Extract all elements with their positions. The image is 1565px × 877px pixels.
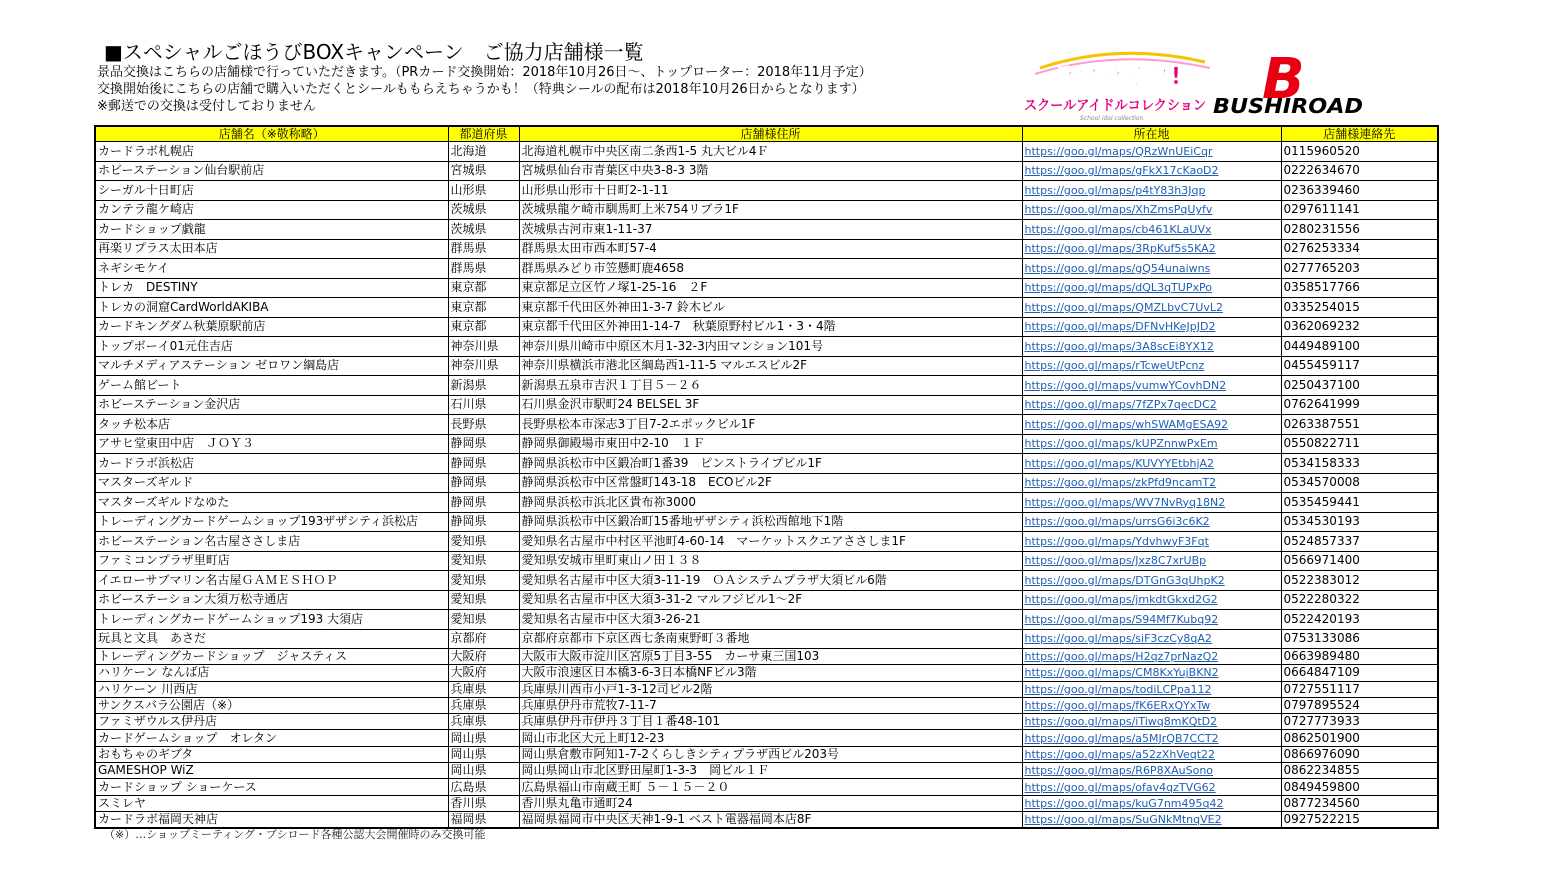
- table-row: [95, 746, 1438, 762]
- store-name-cell: アサヒ堂東田中店 ＪＯＹ３: [95, 434, 448, 454]
- prefecture-cell: 神奈川県: [448, 356, 519, 376]
- prefecture-cell: 東京都: [448, 298, 519, 318]
- prefecture-cell: 静岡県: [448, 493, 519, 513]
- logo-graphic: [1020, 40, 1370, 124]
- address-cell: 岡山県岡山市北区野田屋町1-3-3 岡ビル１Ｆ: [519, 763, 1022, 779]
- map-link[interactable]: https://goo.gl/maps/gFkX17cKaoD2: [1022, 161, 1281, 181]
- phone-cell: 0797895524: [1281, 697, 1438, 713]
- address-cell: 広島県福山市南蔵王町 ５－１５－２０: [519, 779, 1022, 795]
- column-header-store-name: 店舗名（※敬称略）: [95, 126, 448, 142]
- store-table: [94, 125, 1439, 829]
- phone-cell: 0535459441: [1281, 493, 1438, 513]
- table-row: [95, 415, 1438, 435]
- address-cell: 大阪市大阪市淀川区宮原5丁目3-55 カーサ東三国103: [519, 649, 1022, 665]
- bushiroad-mark-icon: B: [1262, 47, 1305, 112]
- prefecture-cell: 北海道: [448, 142, 519, 162]
- map-link[interactable]: https://goo.gl/maps/7fZPx7qecDC2: [1022, 395, 1281, 415]
- prefecture-cell: 東京都: [448, 278, 519, 298]
- prefecture-cell: 広島県: [448, 779, 519, 795]
- store-name-cell: トレーディングカードゲームショップ193 大須店: [95, 610, 448, 630]
- address-cell: 福岡県福岡市中央区天神1-9-1 ベスト電器福岡本店8F: [519, 811, 1022, 828]
- map-link[interactable]: https://goo.gl/maps/QMZLbvC7UvL2: [1022, 298, 1281, 318]
- footnote: （※）…ショップミーティング・ブシロード各種公認大会開催時のみ交換可能: [104, 828, 486, 841]
- phone-cell: 0358517766: [1281, 278, 1438, 298]
- table-row: [95, 142, 1438, 162]
- prefecture-cell: 新潟県: [448, 376, 519, 396]
- prefecture-cell: 群馬県: [448, 259, 519, 279]
- address-cell: 岡山市北区大元上町12-23: [519, 730, 1022, 746]
- map-link[interactable]: https://goo.gl/maps/urrsG6i3c6K2: [1022, 512, 1281, 532]
- map-link[interactable]: https://goo.gl/maps/WV7NvRyq18N2: [1022, 493, 1281, 513]
- prefecture-cell: 兵庫県: [448, 697, 519, 713]
- phone-cell: 0550822711: [1281, 434, 1438, 454]
- address-cell: 愛知県名古屋市中区大須3-26-21: [519, 610, 1022, 630]
- store-name-cell: マスターズギルド: [95, 473, 448, 493]
- table-row: [95, 239, 1438, 259]
- table-row: [95, 161, 1438, 181]
- store-name-cell: ハリケーン 川西店: [95, 681, 448, 697]
- phone-cell: 0877234560: [1281, 795, 1438, 811]
- store-name-cell: ファミコンプラザ里町店: [95, 551, 448, 571]
- map-link[interactable]: https://goo.gl/maps/vumwYCovhDN2: [1022, 376, 1281, 396]
- store-name-cell: カードラボ福岡天神店: [95, 811, 448, 828]
- phone-cell: 0297611141: [1281, 200, 1438, 220]
- phone-cell: 0727551117: [1281, 681, 1438, 697]
- table-row: [95, 532, 1438, 552]
- map-link[interactable]: https://goo.gl/maps/DTGnG3qUhpK2: [1022, 571, 1281, 591]
- address-cell: 茨城県古河市東1-11-37: [519, 220, 1022, 240]
- lovelive-title: ラブライブ!: [1052, 62, 1182, 90]
- address-cell: 東京都千代田区外神田1-3-7 鈴木ビル: [519, 298, 1022, 318]
- table-body: [95, 142, 1438, 828]
- table-row: [95, 779, 1438, 795]
- map-link[interactable]: https://goo.gl/maps/zkPfd9ncamT2: [1022, 473, 1281, 493]
- map-link[interactable]: https://goo.gl/maps/siF3czCy8qA2: [1022, 629, 1281, 649]
- phone-cell: 0449489100: [1281, 337, 1438, 357]
- table-row: [95, 590, 1438, 610]
- address-cell: 兵庫県伊丹市伊丹３丁目１番48-101: [519, 714, 1022, 730]
- store-name-cell: 再楽リプラス太田本店: [95, 239, 448, 259]
- store-name-cell: トレーディングカードゲームショップ193ザザシティ浜松店: [95, 512, 448, 532]
- map-link[interactable]: https://goo.gl/maps/CM8KxYujBKN2: [1022, 665, 1281, 681]
- lovelive-subtitle: スクールアイドルコレクション: [1024, 98, 1206, 114]
- phone-cell: 0522383012: [1281, 571, 1438, 591]
- prefecture-cell: 岡山県: [448, 763, 519, 779]
- address-cell: 新潟県五泉市吉沢１丁目５－２６: [519, 376, 1022, 396]
- store-name-cell: GAMESHOP WiZ: [95, 763, 448, 779]
- phone-cell: 0250437100: [1281, 376, 1438, 396]
- map-link[interactable]: https://goo.gl/maps/S94Mf7Kubq92: [1022, 610, 1281, 630]
- table-row: [95, 551, 1438, 571]
- store-name-cell: サンクスバラ公園店（※）: [95, 697, 448, 713]
- phone-cell: 0276253334: [1281, 239, 1438, 259]
- phone-cell: 0534570008: [1281, 473, 1438, 493]
- address-cell: 神奈川県横浜市港北区綱島西1-11-5 マルエスビル2F: [519, 356, 1022, 376]
- phone-cell: 0115960520: [1281, 142, 1438, 162]
- phone-cell: 0524857337: [1281, 532, 1438, 552]
- store-name-cell: おもちゃのギブタ: [95, 746, 448, 762]
- table-row: [95, 795, 1438, 811]
- address-cell: 宮城県仙台市青葉区中央3-8-3 3階: [519, 161, 1022, 181]
- store-name-cell: ホビーステーション名古屋ささしま店: [95, 532, 448, 552]
- prefecture-cell: 兵庫県: [448, 714, 519, 730]
- phone-cell: 0522420193: [1281, 610, 1438, 630]
- phone-cell: 0566971400: [1281, 551, 1438, 571]
- phone-cell: 0862234855: [1281, 763, 1438, 779]
- prefecture-cell: 石川県: [448, 395, 519, 415]
- phone-cell: 0335254015: [1281, 298, 1438, 318]
- table-row: [95, 493, 1438, 513]
- store-name-cell: ネギシモケイ: [95, 259, 448, 279]
- map-link[interactable]: https://goo.gl/maps/kuG7nm495q42: [1022, 795, 1281, 811]
- address-cell: 長野県松本市深志3丁目7-2エポックビル1F: [519, 415, 1022, 435]
- address-cell: 東京都千代田区外神田1-14-7 秋葉原野村ビル1・3・4階: [519, 317, 1022, 337]
- address-cell: 愛知県名古屋市中村区平池町4-60-14 マーケットスクエアささしま1F: [519, 532, 1022, 552]
- address-cell: 群馬県太田市西本町57-4: [519, 239, 1022, 259]
- map-link[interactable]: https://goo.gl/maps/KUVYYEtbhjA2: [1022, 454, 1281, 474]
- notes: [97, 64, 872, 115]
- address-cell: 静岡県浜松市中区常盤町143-18 ECOビル2F: [519, 473, 1022, 493]
- map-link[interactable]: https://goo.gl/maps/iTiwq8mKQtD2: [1022, 714, 1281, 730]
- prefecture-cell: 山形県: [448, 181, 519, 201]
- table-row: [95, 434, 1438, 454]
- address-cell: 静岡県浜松市浜北区貴布祢3000: [519, 493, 1022, 513]
- prefecture-cell: 岡山県: [448, 746, 519, 762]
- address-cell: 愛知県名古屋市中区大須3-11-19 ＯＡシステムプラザ大須ビル6階: [519, 571, 1022, 591]
- store-name-cell: ハリケーン なんば店: [95, 665, 448, 681]
- prefecture-cell: 東京都: [448, 317, 519, 337]
- table-row: [95, 298, 1438, 318]
- map-link[interactable]: https://goo.gl/maps/R6P8XAuSono: [1022, 763, 1281, 779]
- prefecture-cell: 大阪府: [448, 665, 519, 681]
- address-cell: 兵庫県伊丹市荒牧7-11-7: [519, 697, 1022, 713]
- prefecture-cell: 茨城県: [448, 220, 519, 240]
- table-row: [95, 714, 1438, 730]
- prefecture-cell: 宮城県: [448, 161, 519, 181]
- table-row: [95, 571, 1438, 591]
- table-row: [95, 220, 1438, 240]
- store-name-cell: カードショップ ショーケース: [95, 779, 448, 795]
- address-cell: 京都府京都市下京区西七条南東野町３番地: [519, 629, 1022, 649]
- map-link[interactable]: https://goo.gl/maps/QRzWnUEiCqr: [1022, 142, 1281, 162]
- store-name-cell: カードラボ浜松店: [95, 454, 448, 474]
- table-row: [95, 512, 1438, 532]
- table-row: [95, 610, 1438, 630]
- map-link[interactable]: https://goo.gl/maps/gQ54unaiwns: [1022, 259, 1281, 279]
- store-name-cell: スミレヤ: [95, 795, 448, 811]
- prefecture-cell: 愛知県: [448, 532, 519, 552]
- table-row: [95, 317, 1438, 337]
- map-link[interactable]: https://goo.gl/maps/dQL3qTUPxPo: [1022, 278, 1281, 298]
- store-name-cell: ゲーム館ビート: [95, 376, 448, 396]
- map-link[interactable]: https://goo.gl/maps/cb461KLaUVx: [1022, 220, 1281, 240]
- table-row: [95, 356, 1438, 376]
- store-name-cell: マルチメディアステーション ゼロワン綱島店: [95, 356, 448, 376]
- table-row: [95, 629, 1438, 649]
- phone-cell: 0362069232: [1281, 317, 1438, 337]
- address-cell: 岡山県倉敷市阿知1-7-2くらしきシティプラザ西ビル203号: [519, 746, 1022, 762]
- map-link[interactable]: https://goo.gl/maps/jmkdtGkxd2G2: [1022, 590, 1281, 610]
- note-line: 景品交換はこちらの店舗様で行っていただきます。（PRカード交換開始：2018年10月26日～、トップローター：2018年11月予定）: [97, 65, 872, 80]
- phone-cell: 0727773933: [1281, 714, 1438, 730]
- prefecture-cell: 大阪府: [448, 649, 519, 665]
- map-link[interactable]: https://goo.gl/maps/todiLCPpa112: [1022, 681, 1281, 697]
- column-header-contact: 店舗様連絡先: [1281, 126, 1438, 142]
- prefecture-cell: 京都府: [448, 629, 519, 649]
- table-row: [95, 395, 1438, 415]
- address-cell: 茨城県龍ケ崎市馴馬町上米754リブラ1F: [519, 200, 1022, 220]
- phone-cell: 0753133086: [1281, 629, 1438, 649]
- address-cell: 山形県山形市十日町2-1-11: [519, 181, 1022, 201]
- store-name-cell: マスターズギルドなゆた: [95, 493, 448, 513]
- phone-cell: 0664847109: [1281, 665, 1438, 681]
- store-name-cell: トレーディングカードショップ ジャスティス: [95, 649, 448, 665]
- phone-cell: 0263387551: [1281, 415, 1438, 435]
- phone-cell: 0455459117: [1281, 356, 1438, 376]
- map-link[interactable]: https://goo.gl/maps/DFNvHKeJpJD2: [1022, 317, 1281, 337]
- store-name-cell: タッチ松本店: [95, 415, 448, 435]
- phone-cell: 0762641999: [1281, 395, 1438, 415]
- prefecture-cell: 静岡県: [448, 473, 519, 493]
- column-header-prefecture: 都道府県: [448, 126, 519, 142]
- column-header-address: 店舗様住所: [519, 126, 1022, 142]
- address-cell: 東京都足立区竹ノ塚1-25-16 ２F: [519, 278, 1022, 298]
- prefecture-cell: 愛知県: [448, 571, 519, 591]
- page-title: ■スペシャルごほうびBOXキャンペーン ご協力店舗様一覧: [104, 40, 644, 64]
- map-link[interactable]: https://goo.gl/maps/a52zXhVeqt22: [1022, 746, 1281, 762]
- store-name-cell: トレカの洞窟CardWorldAKIBA: [95, 298, 448, 318]
- table-row: [95, 337, 1438, 357]
- table-row: [95, 200, 1438, 220]
- address-cell: 愛知県安城市里町東山ノ田１３８: [519, 551, 1022, 571]
- address-cell: 石川県金沢市駅町24 BELSEL 3F: [519, 395, 1022, 415]
- table-row: [95, 454, 1438, 474]
- map-link[interactable]: https://goo.gl/maps/SuGNkMtnqVE2: [1022, 811, 1281, 828]
- store-name-cell: 玩具と文具 あさだ: [95, 629, 448, 649]
- logo-area: [1020, 40, 1370, 124]
- lovelive-logo: [1024, 53, 1210, 122]
- map-link[interactable]: https://goo.gl/maps/whSWAMgESA92: [1022, 415, 1281, 435]
- table-row: [95, 181, 1438, 201]
- prefecture-cell: 香川県: [448, 795, 519, 811]
- store-name-cell: カンテラ龍ケ崎店: [95, 200, 448, 220]
- map-link[interactable]: https://goo.gl/maps/YdvhwyF3Fqt: [1022, 532, 1281, 552]
- address-cell: 静岡県浜松市中区鍛冶町1番39 ピンストライプビル1F: [519, 454, 1022, 474]
- store-name-cell: ホビーステーション大須万松寺通店: [95, 590, 448, 610]
- prefecture-cell: 静岡県: [448, 454, 519, 474]
- table-row: [95, 649, 1438, 665]
- address-cell: 神奈川県川崎市中原区木月1-32-3内田マンション101号: [519, 337, 1022, 357]
- map-link[interactable]: https://goo.gl/maps/H2qz7prNazQ2: [1022, 649, 1281, 665]
- prefecture-cell: 神奈川県: [448, 337, 519, 357]
- phone-cell: 0522280322: [1281, 590, 1438, 610]
- store-name-cell: ファミザウルス伊丹店: [95, 714, 448, 730]
- prefecture-cell: 兵庫県: [448, 681, 519, 697]
- phone-cell: 0534158333: [1281, 454, 1438, 474]
- prefecture-cell: 愛知県: [448, 610, 519, 630]
- address-cell: 愛知県名古屋市中区大須3-31-2 マルフジビル1～2F: [519, 590, 1022, 610]
- prefecture-cell: 静岡県: [448, 434, 519, 454]
- map-link[interactable]: https://goo.gl/maps/rTcweUtPcnz: [1022, 356, 1281, 376]
- map-link[interactable]: https://goo.gl/maps/3RpKuf5s5KA2: [1022, 239, 1281, 259]
- map-link[interactable]: https://goo.gl/maps/fK6ERxQYxTw: [1022, 697, 1281, 713]
- table-row: [95, 681, 1438, 697]
- map-link[interactable]: https://goo.gl/maps/3A8scEi8YX12: [1022, 337, 1281, 357]
- address-cell: 静岡県御殿場市東田中2-10 １Ｆ: [519, 434, 1022, 454]
- address-cell: 群馬県みどり市笠懸町鹿4658: [519, 259, 1022, 279]
- map-link[interactable]: https://goo.gl/maps/p4tY83h3Jqp: [1022, 181, 1281, 201]
- address-cell: 香川県丸亀市通町24: [519, 795, 1022, 811]
- bushiroad-text: BUSHIROAD: [1213, 94, 1363, 118]
- table-header-row: [95, 126, 1438, 142]
- table-row: [95, 763, 1438, 779]
- column-header-location: 所在地: [1022, 126, 1281, 142]
- phone-cell: 0236339460: [1281, 181, 1438, 201]
- table-row: [95, 278, 1438, 298]
- store-name-cell: トレカ DESTINY: [95, 278, 448, 298]
- store-name-cell: カードキングダム秋葉原駅前店: [95, 317, 448, 337]
- store-name-cell: カードゲームショップ オレタン: [95, 730, 448, 746]
- phone-cell: 0222634670: [1281, 161, 1438, 181]
- table-row: [95, 259, 1438, 279]
- map-link[interactable]: https://goo.gl/maps/kUPZnnwPxEm: [1022, 434, 1281, 454]
- address-cell: 大阪市浪速区日本橋3-6-3日本橋NFビル3階: [519, 665, 1022, 681]
- store-name-cell: ホビーステーション仙台駅前店: [95, 161, 448, 181]
- address-cell: 兵庫県川西市小戸1-3-12司ビル2階: [519, 681, 1022, 697]
- prefecture-cell: 愛知県: [448, 590, 519, 610]
- phone-cell: 0849459800: [1281, 779, 1438, 795]
- map-link[interactable]: https://goo.gl/maps/Jxz8C7xrUBp: [1022, 551, 1281, 571]
- store-name-cell: ホビーステーション金沢店: [95, 395, 448, 415]
- map-link[interactable]: https://goo.gl/maps/a5MJrQB7CCT2: [1022, 730, 1281, 746]
- phone-cell: 0534530193: [1281, 512, 1438, 532]
- map-link[interactable]: https://goo.gl/maps/XhZmsPqUyfv: [1022, 200, 1281, 220]
- store-name-cell: シーガル十日町店: [95, 181, 448, 201]
- store-name-cell: イエローサブマリン名古屋ＧＡＭＥＳＨＯＰ: [95, 571, 448, 591]
- map-link[interactable]: https://goo.gl/maps/ofav4qzTVG62: [1022, 779, 1281, 795]
- phone-cell: 0862501900: [1281, 730, 1438, 746]
- bushiroad-logo: [1213, 47, 1363, 118]
- prefecture-cell: 福岡県: [448, 811, 519, 828]
- phone-cell: 0866976090: [1281, 746, 1438, 762]
- store-name-cell: カードショップ戯龍: [95, 220, 448, 240]
- note-line: ※郵送での交換は受付しておりません: [97, 99, 316, 114]
- phone-cell: 0663989480: [1281, 649, 1438, 665]
- table-row: [95, 665, 1438, 681]
- table-row: [95, 376, 1438, 396]
- table-row: [95, 730, 1438, 746]
- lovelive-sub-en: School idol collection: [1080, 115, 1144, 122]
- store-name-cell: トップボーイ01元住吉店: [95, 337, 448, 357]
- address-cell: 静岡県浜松市中区鍛冶町15番地ザザシティ浜松西館地下1階: [519, 512, 1022, 532]
- prefecture-cell: 茨城県: [448, 200, 519, 220]
- phone-cell: 0280231556: [1281, 220, 1438, 240]
- prefecture-cell: 長野県: [448, 415, 519, 435]
- address-cell: 北海道札幌市中央区南二条西1-5 丸大ビル4Ｆ: [519, 142, 1022, 162]
- note-line: 交換開始後にこちらの店舗で購入いただくとシールももらえちゃうかも！（特典シールの配布は2018年10月26日からとなります）: [97, 82, 865, 97]
- table-row: [95, 697, 1438, 713]
- prefecture-cell: 愛知県: [448, 551, 519, 571]
- prefecture-cell: 静岡県: [448, 512, 519, 532]
- prefecture-cell: 岡山県: [448, 730, 519, 746]
- phone-cell: 0927522215: [1281, 811, 1438, 828]
- store-name-cell: カードラボ札幌店: [95, 142, 448, 162]
- phone-cell: 0277765203: [1281, 259, 1438, 279]
- prefecture-cell: 群馬県: [448, 239, 519, 259]
- table-row: [95, 473, 1438, 493]
